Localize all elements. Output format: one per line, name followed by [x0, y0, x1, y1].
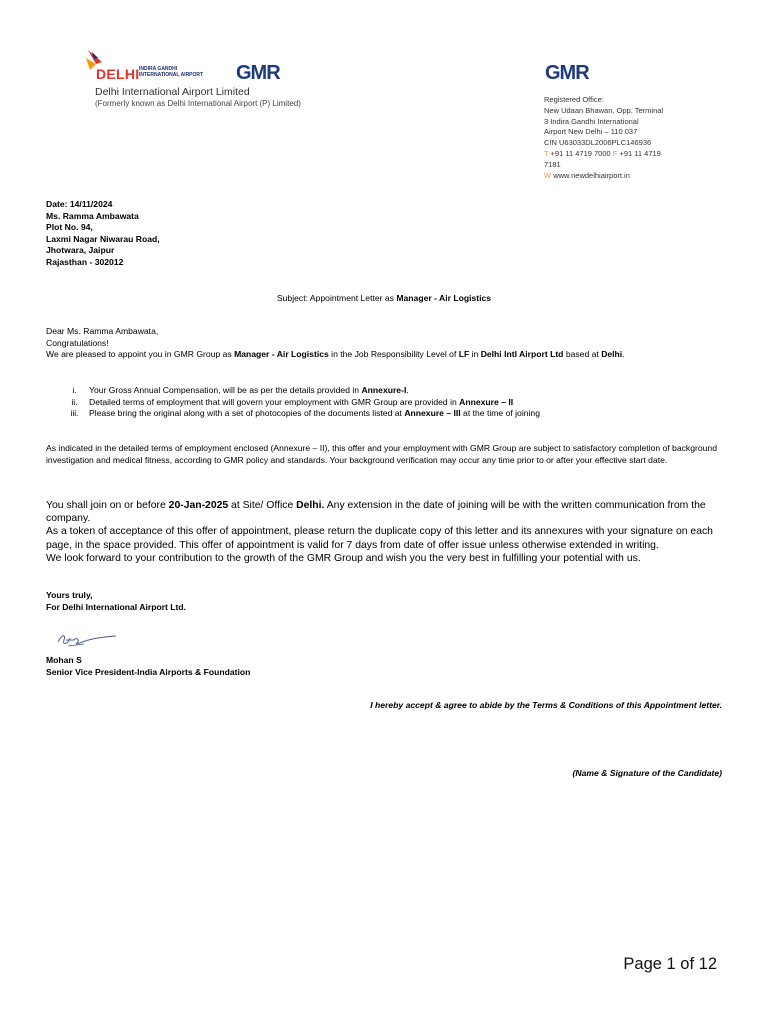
delhi-logo-word: DELHI: [96, 66, 140, 82]
subject-line: Subject: Appointment Letter as Manager - Air Logistics: [276, 293, 492, 303]
forward-paragraph: We look forward to your contribution to the growth of the GMR Group and wish you the very best in fulfilling your potential with us.: [46, 552, 641, 564]
signer-block: [46, 655, 250, 678]
office-fax-cont: 7181: [544, 159, 561, 169]
for-company: For Delhi International Airport Ltd.: [46, 601, 187, 612]
token-paragraph: As a token of acceptance of this offer of appointment, please return the duplicate copy of this letter and its annexures with your signature on each page, in the space provided. This offer of appointment is valid for 7 days from date of offer issue unless otherwise extended in writing.: [46, 526, 713, 551]
company-formerly: (Formerly known as Delhi International Airport (P) Limited): [95, 99, 301, 108]
signer-name: Mohan S: [46, 655, 82, 665]
joining-paragraphs: [46, 499, 726, 565]
office-line: CIN U63033DL2006PLC146936: [544, 138, 652, 148]
company-name: Delhi International Airport Limited: [95, 86, 250, 98]
acceptance-statement: I hereby accept & agree to abide by the Terms & Conditions of this Appointment letter.: [370, 700, 722, 710]
address-line: Plot No. 94,: [46, 222, 93, 233]
appointment-sentence: We are pleased to appoint you in GMR Group as Manager - Air Logistics in the Job Responsibility Level of LF in Delhi Intl Airport Ltd based at Delhi.: [46, 349, 625, 360]
greeting-block: [46, 326, 726, 361]
office-phone-fax: T +91 11 4719 7000 F +91 11 4719: [544, 148, 661, 158]
address-line: Jhotwara, Jaipur: [46, 245, 115, 256]
address-line: Ms. Ramma Ambawata: [46, 210, 139, 221]
letter-date: Date: 14/11/2024: [46, 199, 113, 209]
join-sentence: You shall join on or before 20-Jan-2025 at Site/ Office Delhi. Any extension in the date of joining will be with the written communication from the company.: [46, 500, 706, 525]
page-number: Page 1 of 12: [623, 955, 717, 973]
office-line: Airport New Delhi – 110 037: [544, 127, 638, 137]
office-label: Registered Office:: [544, 95, 604, 104]
salutation: Dear Ms. Ramma Ambawata,: [46, 326, 159, 336]
annexure-list: [60, 385, 540, 420]
delhi-logo-subtitle: INDIRA GANDHI INTERNATIONAL AIRPORT: [139, 66, 204, 78]
handwritten-signature: [54, 628, 120, 654]
closing-block: [46, 590, 186, 613]
list-item: ii. Detailed terms of employment that will govern your employment with GMR Group are provided in Annexure – II: [71, 396, 514, 407]
list-item: iii. Please bring the original along with a set of photocopies of the documents listed at Annexure – III at the time of joining: [70, 408, 540, 419]
congratulations: Congratulations!: [46, 337, 109, 348]
gmr-logo-left: GMR: [236, 62, 280, 84]
list-item: i. Your Gross Annual Compensation, will be as per the details provided in Annexure-I.: [72, 385, 409, 395]
office-line: New Udaan Bhawan, Opp. Terminal: [544, 105, 664, 115]
registered-office: [544, 95, 724, 181]
gmr-logo-right: GMR: [545, 62, 589, 84]
signer-title: Senior Vice President-India Airports & Foundation: [46, 666, 251, 677]
office-web: W www.newdelhiairport.in: [544, 170, 630, 180]
recipient-address: [46, 199, 160, 269]
address-line: Rajasthan - 302012: [46, 256, 124, 267]
terms-paragraph: As indicated in the detailed terms of employment enclosed (Annexure – II), this offer and your employment with GMR Group are subject to satisfactory completion of background investigation and medical fitness, according to GMR policy and standards. Your background verification may occur any time prior to or after your effective start date.: [46, 443, 717, 465]
address-line: Laxmi Nagar Niwarau Road,: [46, 233, 160, 244]
candidate-signature-label: (Name & Signature of the Candidate): [572, 768, 722, 778]
office-line: 3 Indira Gandhi International: [544, 116, 639, 126]
yours-truly: Yours truly,: [46, 590, 93, 600]
